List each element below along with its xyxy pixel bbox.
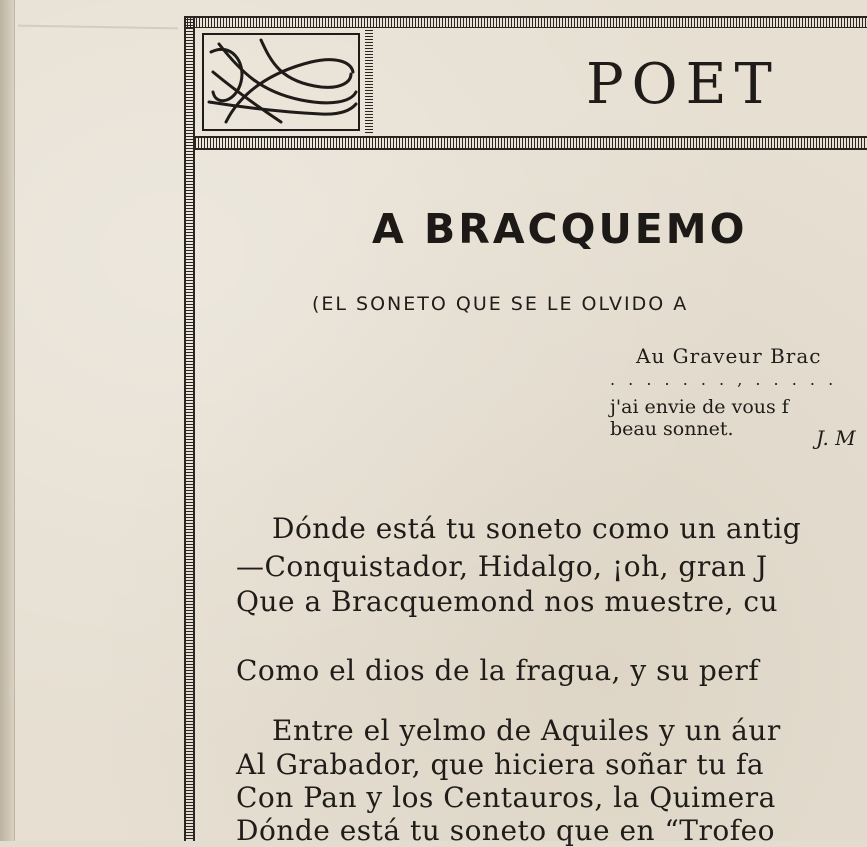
verse-line: Dónde está tu soneto como un antig <box>272 512 802 545</box>
epigraph-ellipsis: . . . . . . . , . . . . . <box>610 370 838 389</box>
poem-subtitle: (EL SONETO QUE SE LE OLVIDO A <box>312 293 689 315</box>
decorative-border-left <box>184 16 195 841</box>
verse-line: Que a Bracquemond nos muestre, cu <box>236 585 779 618</box>
verse-line: Dónde está tu soneto que en “Trofeo <box>236 814 775 847</box>
poem-title: A BRACQUEMO <box>372 205 748 253</box>
verse-line: Con Pan y los Centauros, la Quimera <box>236 781 776 814</box>
decorative-border-top <box>184 16 867 28</box>
epigraph-line-1: j'ai envie de vous f <box>610 396 789 418</box>
epigraph-dedication: Au Graveur Brac <box>636 344 822 368</box>
fold-line <box>14 0 15 841</box>
epigraph-line-2: beau sonnet. <box>610 418 734 440</box>
epigraph-author: J. M <box>816 426 856 450</box>
ornament-icon <box>201 32 361 132</box>
section-title: POET <box>586 52 780 117</box>
verse-line: Como el dios de la fragua, y su perf <box>236 654 760 687</box>
verse-line: Entre el yelmo de Aquiles y un áur <box>272 714 781 747</box>
verse-line: Al Grabador, que hiciera soñar tu fa <box>236 748 765 781</box>
page-edge <box>0 0 14 841</box>
decorative-border-header <box>195 136 867 150</box>
verse-line: —Conquistador, Hidalgo, ¡oh, gran J <box>236 550 768 583</box>
art-nouveau-ornament <box>197 30 381 135</box>
